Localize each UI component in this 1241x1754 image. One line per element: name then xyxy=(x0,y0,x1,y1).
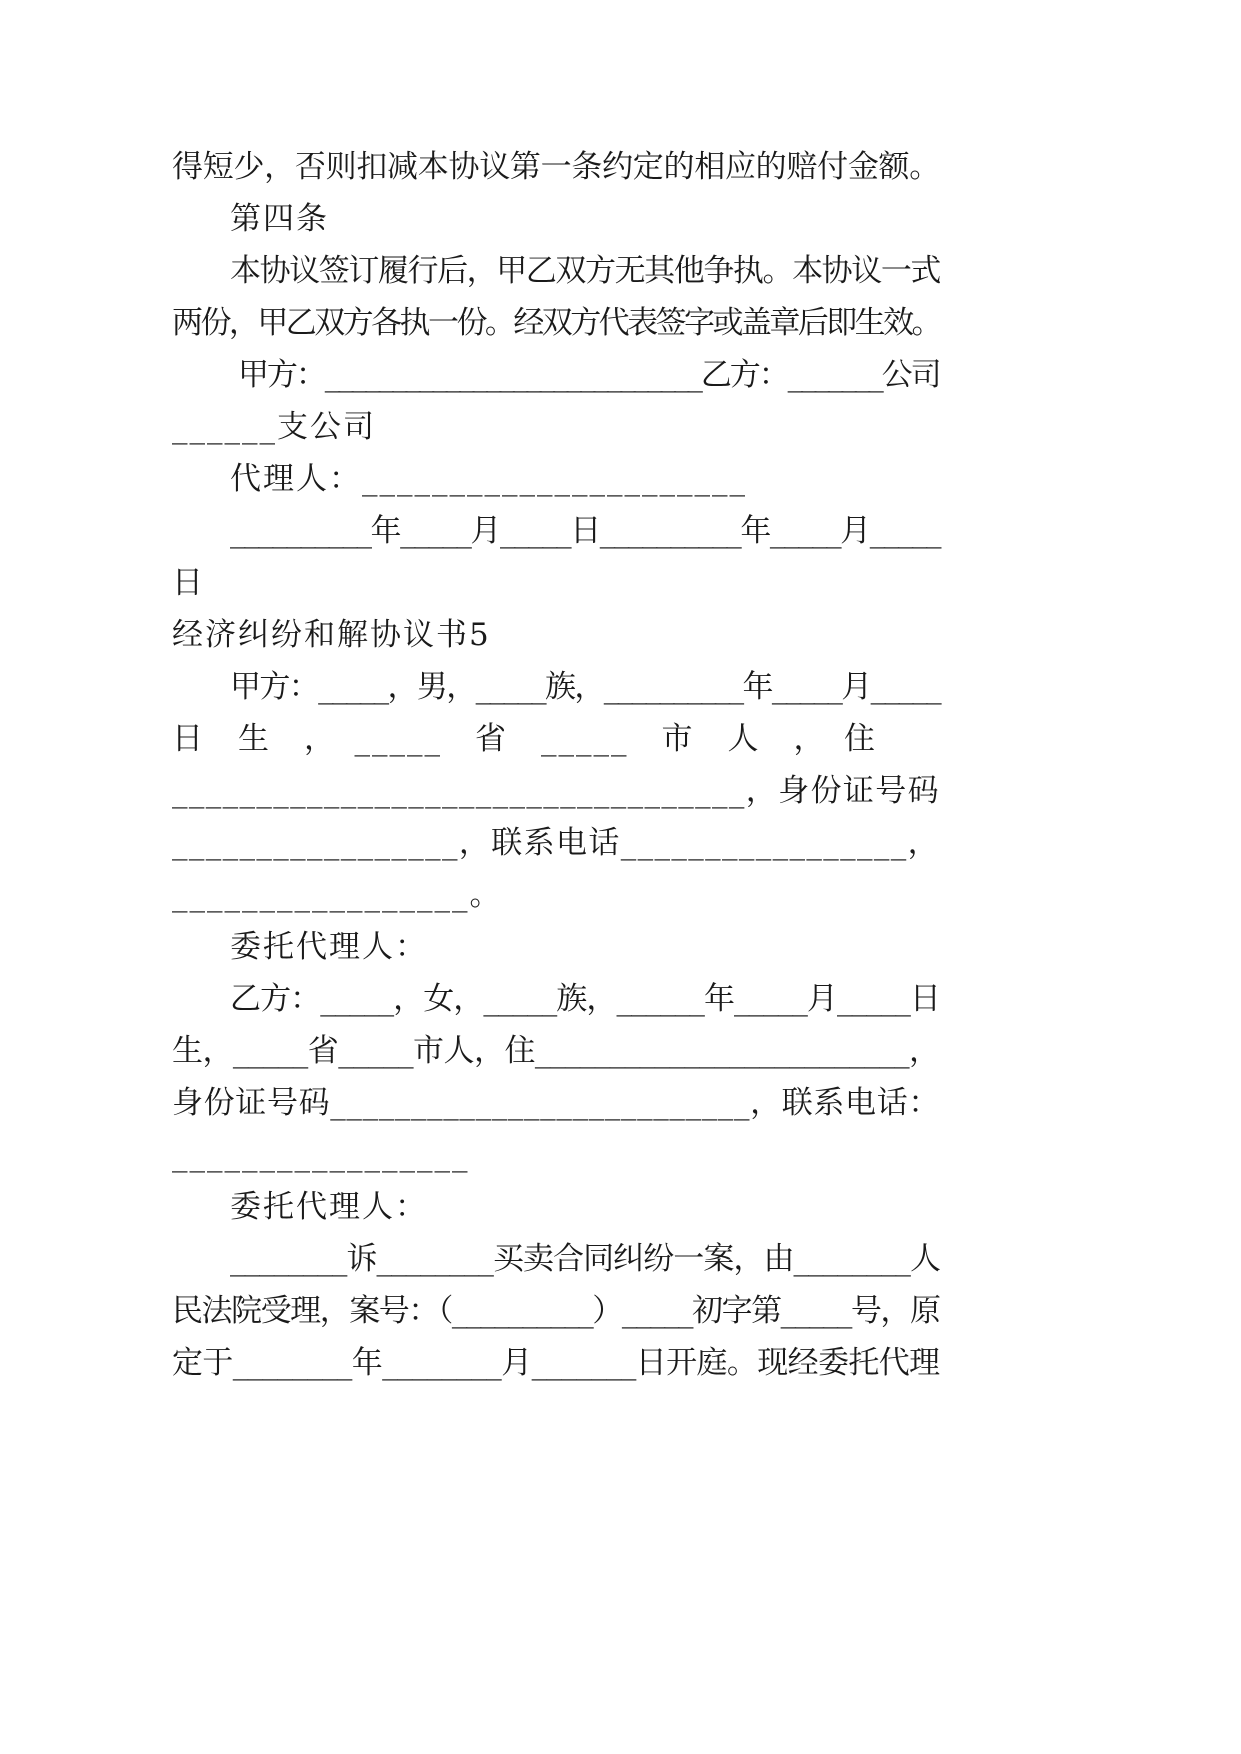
date-line: __________年_____月_____日__________年_____月_____ xyxy=(230,513,940,549)
party-b-agent: 委托代理人： xyxy=(230,1189,428,1225)
case-line-3: 定于________年________月_______日开庭。现经委托代理 xyxy=(172,1345,940,1381)
party-a-info-3: __________________________________，身份证号码 xyxy=(172,773,940,809)
party-b-info-2: 生，_____省_____市人，住_________________________， xyxy=(172,1033,940,1069)
doc-line-4: 两份，甲乙双方各执一份。经双方代表签字或盖章后即生效。 xyxy=(172,305,940,341)
party-a-info-2: 日 生 ， _____ 省 _____ 市 人 ， 住 xyxy=(172,721,877,757)
case-line-2: 民法院受理，案号：（__________）_____初字第_____号，原 xyxy=(172,1293,940,1329)
section-title: 经济纠纷和解协议书5 xyxy=(172,617,491,653)
case-line-1: ________诉________买卖合同纠纷一案，由________人 xyxy=(230,1241,940,1277)
party-a-info-1: 甲方：_____，男，_____族，__________年_____月_____ xyxy=(230,669,940,705)
branch-company-line: ______支公司 xyxy=(172,409,376,445)
party-a-agent: 委托代理人： xyxy=(230,929,428,965)
party-b-info-4: _________________ xyxy=(172,1137,470,1173)
agent-line: 代理人：______________________ xyxy=(230,461,747,497)
doc-line-1: 得短少，否则扣减本协议第一条约定的相应的赔付金额。 xyxy=(172,149,940,185)
date-line-end: 日 xyxy=(172,565,205,601)
party-b-info-3: 身份证号码__________________________，联系电话： xyxy=(172,1085,940,1121)
party-a-signature-line: 甲方：____________________________乙方：_______公司 xyxy=(238,357,940,393)
doc-line-3: 本协议签订履行后，甲乙双方无其他争执。本协议一式 xyxy=(230,253,940,289)
doc-line-article-4: 第四条 xyxy=(230,201,329,237)
party-a-info-4: _________________，联系电话_________________， xyxy=(172,825,940,861)
party-b-info-1: 乙方：_____，女，_____族，______年_____月_____日 xyxy=(230,981,940,1017)
party-a-info-5: _________________。 xyxy=(172,877,503,913)
